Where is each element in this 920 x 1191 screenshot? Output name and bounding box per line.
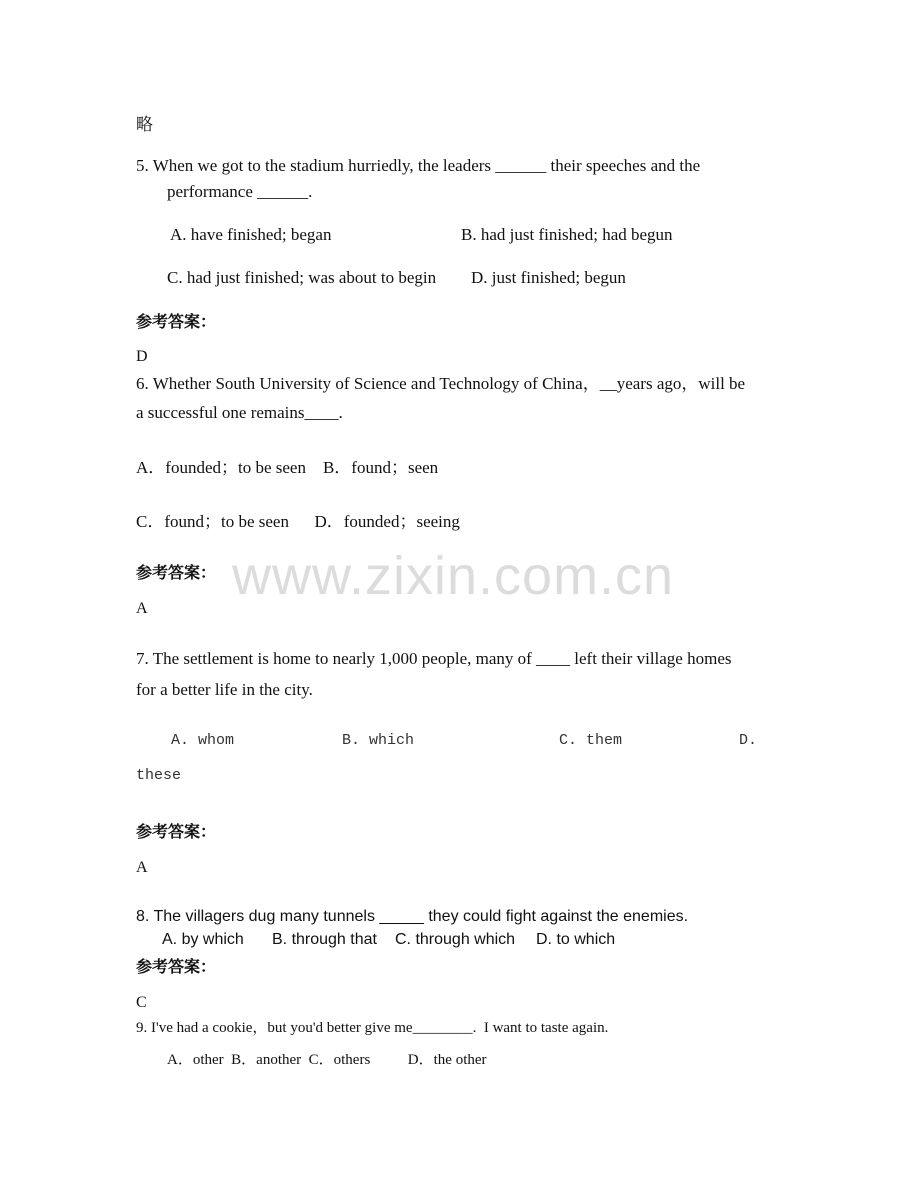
question-text: performance ______. [167,182,313,201]
option-b[interactable]: B. had just finished; had begun [461,225,673,244]
option-a[interactable]: A. by which [162,931,244,948]
answer-value: A [136,600,148,617]
option-d[interactable]: D. to which [536,931,616,948]
question-text: 6. Whether South University of Science and Technology of China，__years ago，will be [136,374,746,393]
answer-label: 参考答案： [136,822,217,841]
question-text: a successful one remains____. [136,403,343,422]
option-b[interactable]: B. which [342,732,415,749]
previous-answer: 略 [136,115,153,134]
answer-label: 参考答案： [136,563,217,582]
answer-label: 参考答案： [136,312,217,331]
option-d[interactable]: D. just finished; begun [471,268,626,287]
option-b[interactable]: B. through that [272,931,377,948]
option-c[interactable]: C. had just finished; was about to begin [167,268,437,287]
answer-value: C [136,994,147,1011]
watermark: www.zixin.com.cn [232,546,675,606]
option-a[interactable]: A. whom [171,732,235,749]
options-a-b[interactable]: A．founded；to be seen B．found；seen [136,458,439,477]
answer-value: A [136,859,148,876]
options[interactable]: A．other B．another C．others D．the other [167,1052,487,1068]
question-text: 9. I've had a cookie，but you'd better give me________. I want to taste again. [136,1020,609,1036]
answer-label: 参考答案： [136,957,217,976]
option-a[interactable]: A. have finished; began [170,225,332,244]
option-d-text[interactable]: these [136,767,182,784]
answer-value: D [136,348,148,365]
option-d-label[interactable]: D. [739,732,758,749]
option-c[interactable]: C. them [559,732,623,749]
question-text: 7. The settlement is home to nearly 1,000 people, many of ____ left their village homes [136,649,732,668]
options-c-d[interactable]: C．found；to be seen D．founded；seeing [136,512,460,531]
option-c[interactable]: C. through which [395,931,516,948]
question-text: 5. When we got to the stadium hurriedly, the leaders ______ their speeches and the [136,156,701,175]
question-text: for a better life in the city. [136,680,313,699]
question-text: 8. The villagers dug many tunnels _____ they could fight against the enemies. [136,908,689,925]
